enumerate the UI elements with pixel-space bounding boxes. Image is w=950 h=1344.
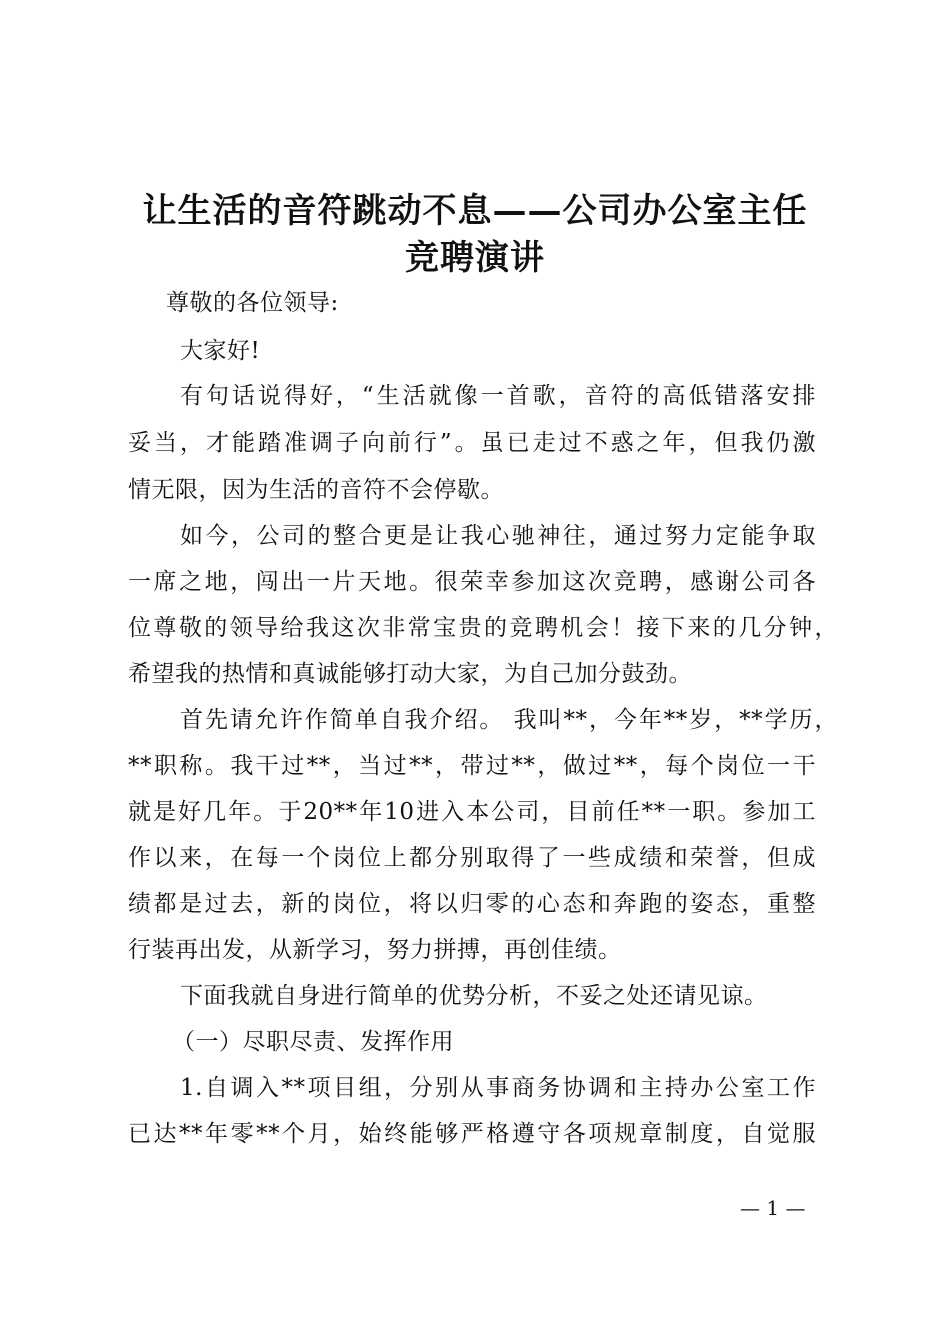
title-line-1: 让生活的音符跳动不息——公司办公室主任 [142,191,808,231]
title-line-2: 竞聘演讲 [405,238,545,278]
body-line: 位尊敬的领导给我这次非常宝贵的竞聘机会！接下来的几分钟， [128,615,838,641]
body-line: 一席之地，闯出一片天地。很荣幸参加这次竞聘，感谢公司各 [128,569,816,595]
salutation: 尊敬的各位领导: [166,290,339,316]
body-line: **职称。我干过**，当过**，带过**，做过**，每个岗位一干 [128,753,816,779]
body-line: 1.自调入**项目组，分别从事商务协调和主持办公室工作 [180,1075,816,1101]
body-line: 已达**年零**个月，始终能够严格遵守各项规章制度，自觉服 [128,1121,816,1147]
section-heading: （一）尽职尽责、发挥作用 [172,1029,454,1055]
page-number: — 1 — [740,1196,806,1220]
body-line: 如今，公司的整合更是让我心驰神往，通过努力定能争取 [180,523,816,549]
body-line: 希望我的热情和真诚能够打动大家，为自己加分鼓劲。 [128,661,692,687]
body-line: 首先请允许作简单自我介绍。 我叫**，今年**岁，**学历， [180,707,838,733]
body-line: 妥当，才能踏准调子向前行”。虽已走过不惑之年，但我仍激 [128,430,816,456]
body-line: 有句话说得好，“生活就像一首歌，音符的高低错落安排 [180,383,816,409]
body-line: 行装再出发，从新学习，努力拼搏，再创佳绩。 [128,937,622,963]
body-line: 绩都是过去，新的岗位，将以归零的心态和奔跑的姿态，重整 [128,891,816,917]
body-line: 就是好几年。于20**年10进入本公司，目前任**一职。参加工 [128,799,816,825]
body-line: 作以来，在每一个岗位上都分别取得了一些成绩和荣誉，但成 [128,845,816,871]
body-line: 下面我就自身进行简单的优势分析，不妥之处还请见谅。 [180,983,768,1009]
greeting: 大家好! [180,338,261,364]
body-line: 情无限，因为生活的音符不会停歇。 [128,477,504,503]
